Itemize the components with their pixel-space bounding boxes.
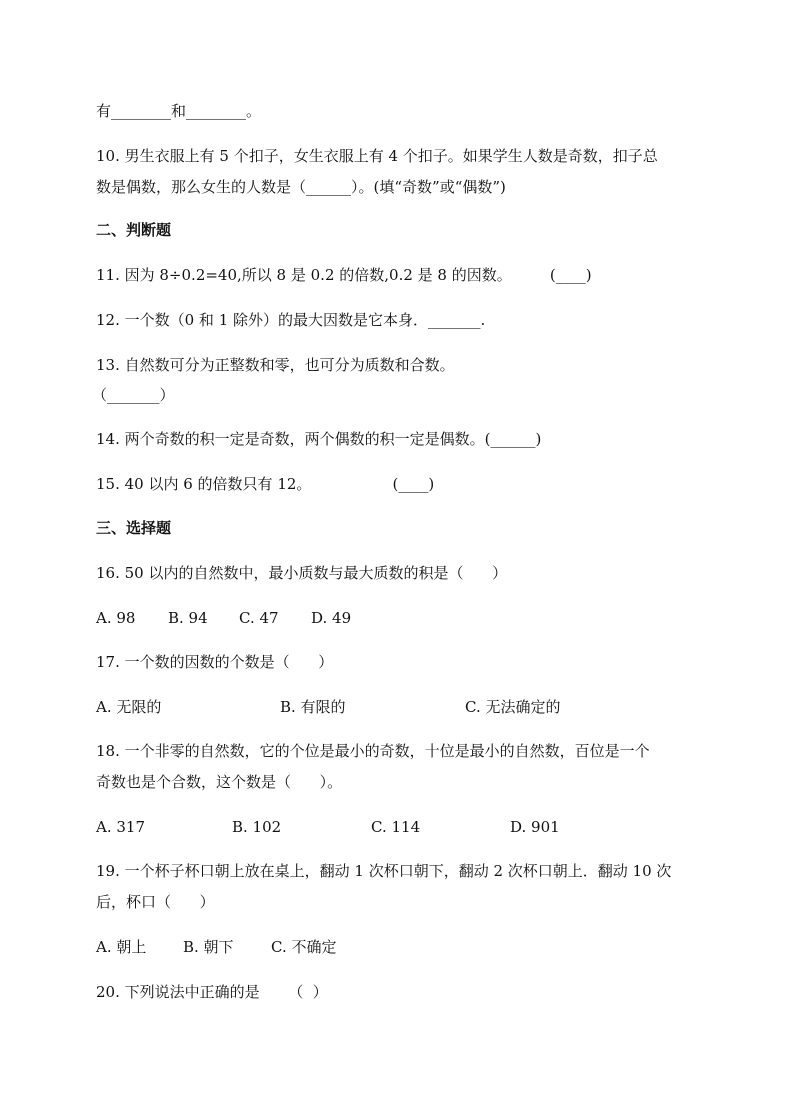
option-c: C. 不确定 [271,938,337,956]
q9-continuation: 有________和________。 [96,102,262,120]
option-c: C. 114 [371,818,421,836]
question-20: 20. 下列说法中正确的是 （ ） [96,983,328,1001]
question-19-line-1: 19. 一个杯子杯口朝上放在桌上，翻动 1 次杯口朝下，翻动 2 次杯口朝上．翻动 10 次 [96,862,672,880]
question-17: 17. 一个数的因数的个数是（ ） [96,653,334,671]
option-c: C. 47 [239,609,279,627]
option-d: D. 49 [311,609,352,627]
option-b: B. 朝下 [183,938,234,956]
question-13-line-2: （_______） [92,386,175,404]
question-18-line-2: 奇数也是个合数，这个数是（ ）。 [96,773,343,791]
option-b: B. 有限的 [280,698,346,716]
question-15: 15. 40 以内 6 的倍数只有 12。 (____) [96,475,435,493]
option-a: A. 98 [96,609,136,627]
question-13-line-1: 13. 自然数可分为正整数和零，也可分为质数和合数。 [96,356,455,374]
section-heading-choice: 三、选择题 [96,519,172,537]
question-18-line-1: 18. 一个非零的自然数，它的个位是最小的奇数，十位是最小的自然数，百位是一个 [96,742,650,760]
question-11: 11. 因为 8÷0.2=40,所以 8 是 0.2 的倍数,0.2 是 8 的因数。 (____) [96,266,592,284]
question-16: 16. 50 以内的自然数中，最小质数与最大质数的积是（ ） [96,564,508,582]
question-10-line-1: 10. 男生衣服上有 5 个扣子，女生衣服上有 4 个扣子。如果学生人数是奇数，扣子总 [96,147,658,165]
option-a: A. 朝上 [96,938,147,956]
option-a: A. 317 [96,818,145,836]
question-10-line-2: 数是偶数，那么女生的人数是（______）。(填“奇数”或“偶数”) [96,178,506,196]
question-12: 12. 一个数（0 和 1 除外）的最大因数是它本身．_______. [96,311,486,329]
option-d: D. 901 [510,818,560,836]
option-b: B. 94 [168,609,208,627]
section-heading-judgement: 二、判断题 [96,221,172,239]
option-b: B. 102 [232,818,282,836]
question-14: 14. 两个奇数的积一定是奇数，两个偶数的积一定是偶数。(______) [96,430,542,448]
question-19-line-2: 后，杯口（ ） [96,893,215,911]
option-c: C. 无法确定的 [465,698,561,716]
option-a: A. 无限的 [96,698,162,716]
